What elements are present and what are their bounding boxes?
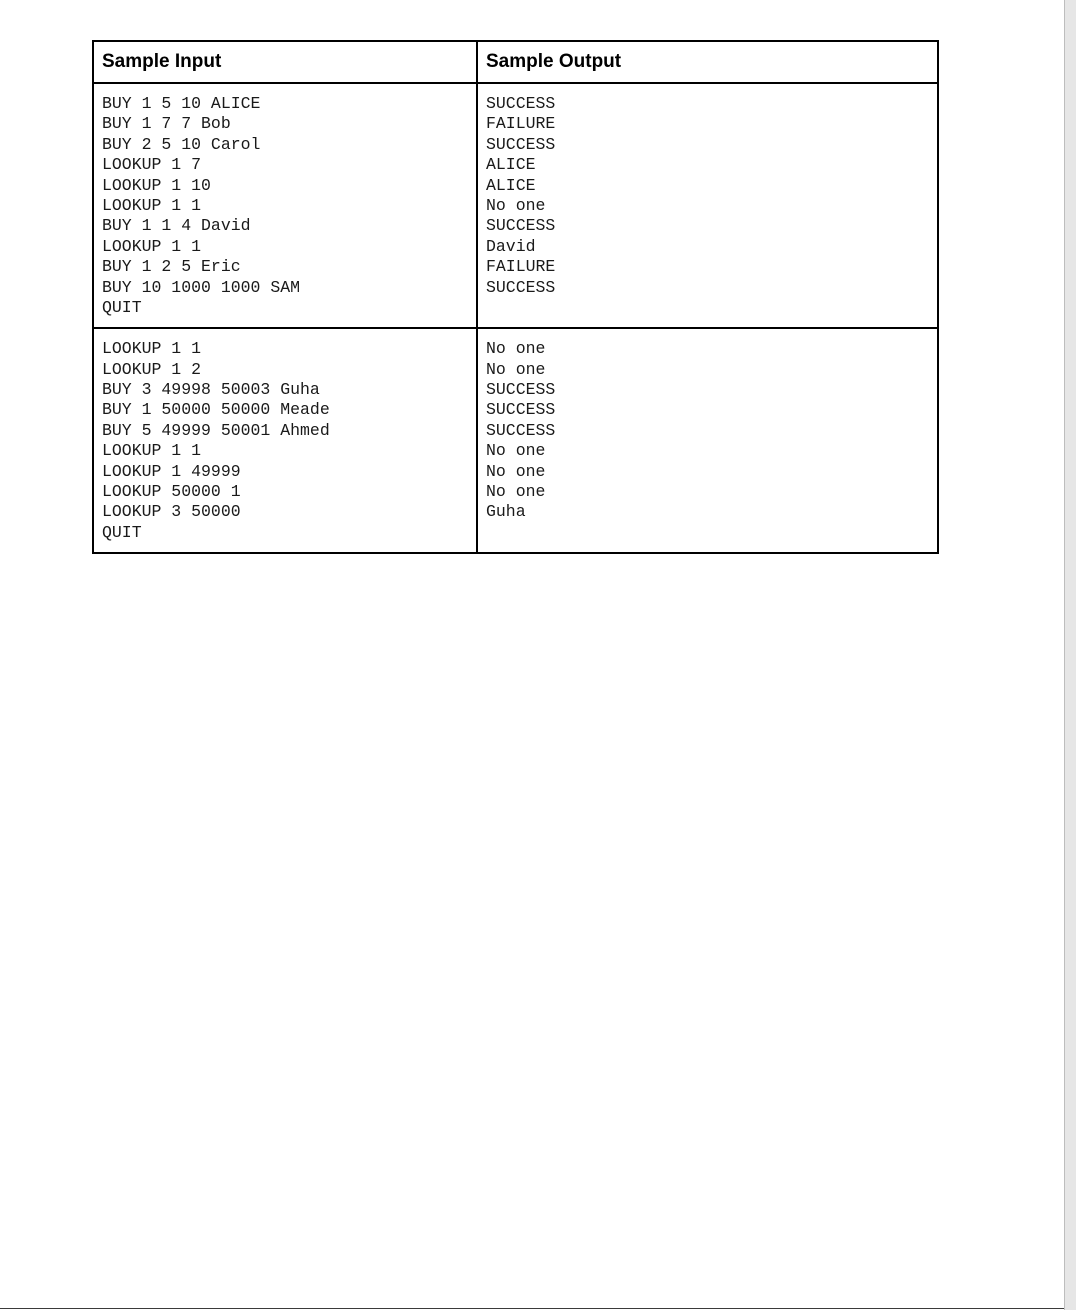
input-line: BUY 10 1000 1000 SAM [102,277,301,297]
output-line: FAILURE [486,114,556,134]
input-line: LOOKUP 1 1 [102,195,202,215]
input-line: QUIT [102,522,142,542]
input-line: BUY 1 5 10 ALICE [102,94,261,113]
output-line: David [486,236,536,256]
input-line: LOOKUP 1 1 [102,339,202,359]
input-line: QUIT [102,297,142,317]
output-line: No one [486,339,546,359]
input-line: LOOKUP 50000 1 [102,482,241,502]
output-line: No one [486,195,546,215]
output-line: SUCCESS [486,94,556,113]
output-line: FAILURE [486,257,556,277]
input-line: LOOKUP 1 49999 [102,461,241,481]
input-line: BUY 1 2 5 Eric [102,257,241,277]
table-header-row [93,41,938,83]
input-line: BUY 1 50000 50000 Meade [102,400,330,420]
sample-output-cell [477,328,938,553]
input-line: BUY 3 49998 50003 Guha [102,380,320,400]
input-line: LOOKUP 1 10 [102,175,211,195]
output-line: No one [486,461,546,481]
input-line: LOOKUP 3 50000 [102,502,241,522]
output-line: Guha [486,502,526,522]
sample-output-header: Sample Output [477,41,938,83]
output-line: SUCCESS [486,277,556,297]
output-line: SUCCESS [486,420,556,440]
output-line: SUCCESS [486,380,556,400]
table-row [93,83,938,328]
input-line: BUY 2 5 10 Carol [102,134,261,154]
sample-io-table [92,40,939,554]
output-line: ALICE [486,155,536,175]
sample-input-cell [93,328,477,553]
output-line: No one [486,441,546,461]
sample-output-cell [477,83,938,328]
output-line: SUCCESS [486,400,556,420]
output-line: No one [486,359,546,379]
output-line: SUCCESS [486,216,556,236]
input-line: BUY 5 49999 50001 Ahmed [102,420,330,440]
input-line: LOOKUP 1 1 [102,236,202,256]
input-line: LOOKUP 1 2 [102,359,202,379]
input-line: LOOKUP 1 7 [102,155,202,175]
sample-input-header: Sample Input [93,41,477,83]
input-line: BUY 1 7 7 Bob [102,114,231,134]
table-row [93,328,938,553]
input-line: BUY 1 1 4 David [102,216,251,236]
input-line: LOOKUP 1 1 [102,441,202,461]
scrollbar-track[interactable] [1064,0,1076,1310]
sample-input-cell [93,83,477,328]
output-line: ALICE [486,175,536,195]
output-line: SUCCESS [486,134,556,154]
output-line: No one [486,482,546,502]
